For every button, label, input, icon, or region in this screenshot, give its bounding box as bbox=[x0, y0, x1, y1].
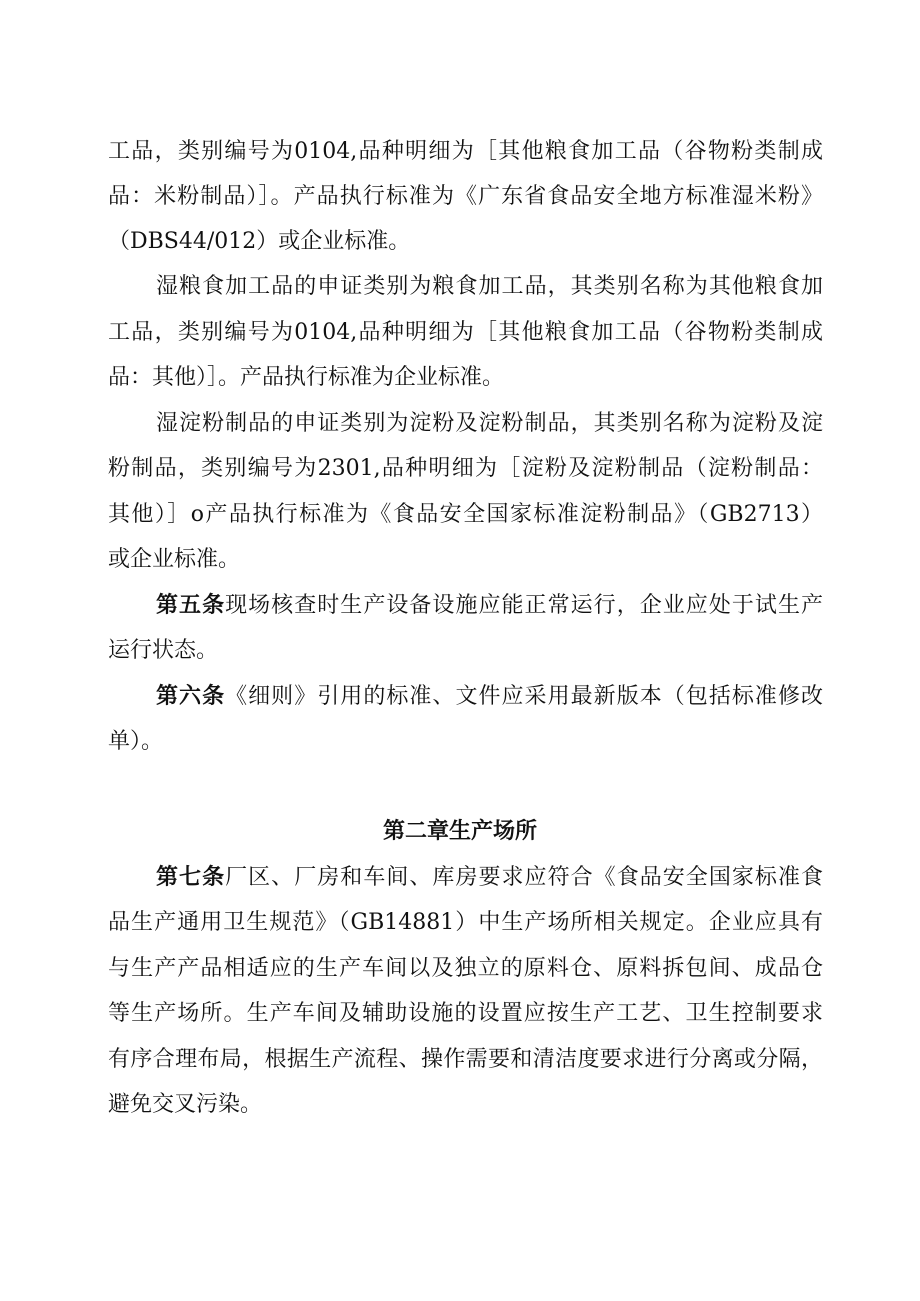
paragraph-line: 品：其他）］。产品执行标准为企业标准。 bbox=[108, 365, 505, 390]
paragraph-line: 工品，类别编号为0104,品种明细为［其他粮食加工品（谷物粉类制成 bbox=[108, 320, 823, 345]
paragraph-line: 或企业标准。 bbox=[108, 547, 241, 572]
paragraph-line: 等生产场所。生产车间及辅助设施的设置应按生产工艺、卫生控制要求 bbox=[108, 1001, 823, 1026]
paragraph-line: 工品，类别编号为0104,品种明细为［其他粮食加工品（谷物粉类制成 bbox=[108, 139, 823, 164]
article-text: 厂区、厂房和车间、库房要求应符合《食品安全国家标准食 bbox=[225, 865, 823, 890]
paragraph-line: 湿淀粉制品的申证类别为淀粉及淀粉制品，其类别名称为淀粉及淀 bbox=[156, 411, 823, 436]
paragraph-line: 粉制品，类别编号为2301,品种明细为［淀粉及淀粉制品（淀粉制品： bbox=[108, 456, 823, 481]
article-text: 现场核查时生产设备设施应能正常运行，企业应处于试生产 bbox=[225, 593, 823, 618]
paragraph-line: 品：米粉制品）］。产品执行标准为《广东省食品安全地方标准湿米粉》 bbox=[108, 184, 823, 209]
article-7 bbox=[156, 862, 823, 894]
paragraph-line: 湿粮食加工品的申证类别为粮食加工品，其类别名称为其他粮食加 bbox=[156, 274, 823, 299]
article-label: 第七条 bbox=[156, 865, 226, 890]
article-6 bbox=[156, 681, 823, 713]
article-5 bbox=[156, 590, 823, 622]
paragraph-line: 与生产产品相适应的生产车间以及独立的原料仓、原料拆包间、成品仓 bbox=[108, 956, 823, 981]
paragraph-line: 避免交叉污染。 bbox=[108, 1092, 263, 1117]
article-label: 第六条 bbox=[156, 684, 226, 709]
paragraph-line: 有序合理布局，根据生产流程、操作需要和清洁度要求进行分离或分隔， bbox=[108, 1047, 823, 1072]
paragraph-line: 其他）］o产品执行标准为《食品安全国家标准淀粉制品》（GB2713） bbox=[108, 502, 823, 527]
paragraph-line: 品生产通用卫生规范》（GB14881）中生产场所相关规定。企业应具有 bbox=[108, 910, 823, 935]
article-label: 第五条 bbox=[156, 593, 226, 618]
chapter-title: 第二章生产场所 bbox=[382, 819, 537, 844]
paragraph-line: 单）。 bbox=[108, 729, 164, 754]
article-text: 《细则》引用的标准、文件应采用最新版本（包括标准修改 bbox=[225, 684, 823, 709]
paragraph-line: 运行状态。 bbox=[108, 638, 219, 663]
paragraph-line: （DBS44/012）或企业标准。 bbox=[108, 229, 411, 254]
